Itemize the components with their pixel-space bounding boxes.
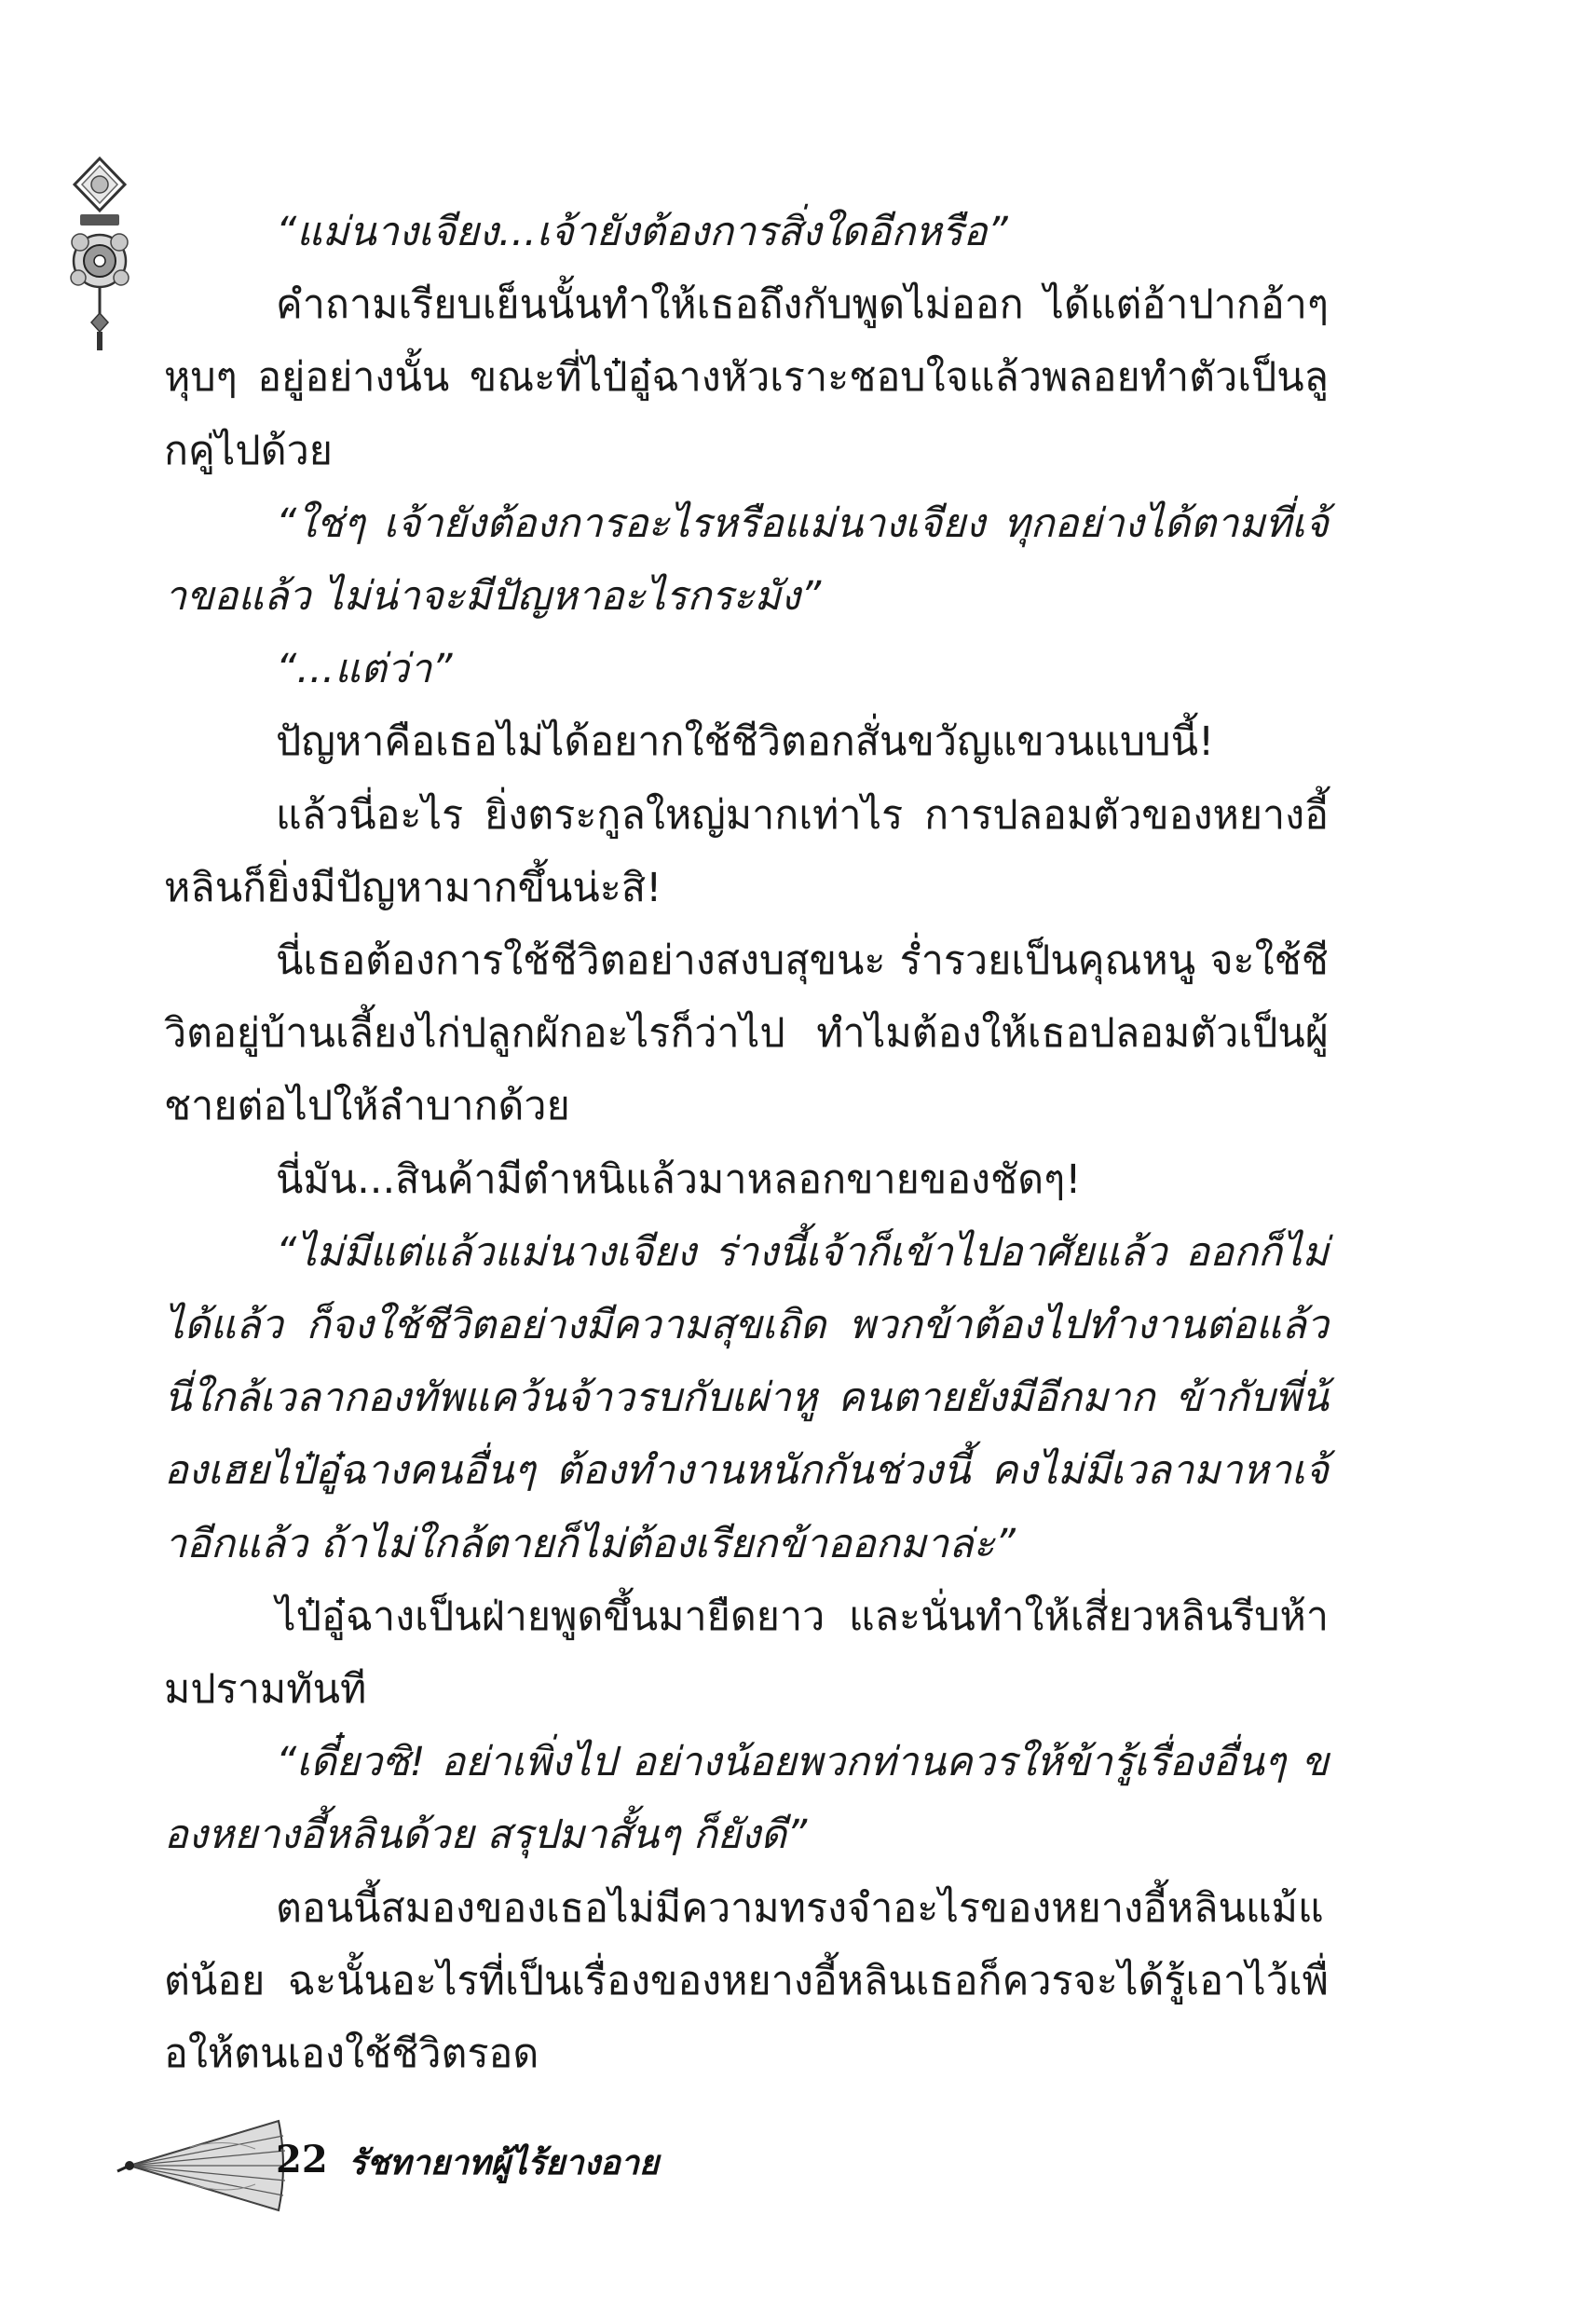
paragraph: ตอนนี้สมองของเธอไม่มีความทรงจำอะไรของหยางอี้หลินแม้แต่น้อย ฉะนั้นอะไรที่เป็นเรื่องของหยางอี้หลินเธอก็ควรจะได้รู้เอาไว้เพื่อให้ตนเองใช้ชีวิตรอด <box>164 1884 1329 2078</box>
paragraph: “ใช่ๆ เจ้ายังต้องการอะไรหรือแม่นางเจียง ทุกอย่างได้ตามที่เจ้าขอแล้ว ไม่น่าจะมีปัญหาอะไรกระมัง” <box>164 499 1329 621</box>
chinese-ornament-icon <box>67 157 132 352</box>
paragraph: “...แต่ว่า” <box>276 646 453 693</box>
paragraph: นี่เธอต้องการใช้ชีวิตอย่างสงบสุขนะ ร่ำรวยเป็นคุณหนู จะใช้ชีวิตอยู่บ้านเลี้ยงไก่ปลูกผักอะไรก็ว่าไป ทำไมต้องให้เธอปลอมตัวเป็นผู้ชายต่อไปให้ลำบากด้วย <box>164 937 1329 1130</box>
body-text <box>164 196 1329 2090</box>
paragraph: ปัญหาคือเธอไม่ได้อยากใช้ชีวิตอกสั่นขวัญแขวนแบบนี้! <box>276 718 1215 766</box>
paragraph: คำถามเรียบเย็นนั้นทำให้เธอถึงกับพูดไม่ออก ได้แต่อ้าปากอ้าๆ หุบๆ อยู่อย่างนั้น ขณะที่ไป๋อู๋ฉางหัวเราะชอบใจแล้วพลอยทำตัวเป็นลูกคู่ไปด้วย <box>164 281 1329 474</box>
paragraph: นี่มัน...สินค้ามีตำหนิแล้วมาหลอกขายของชัดๆ! <box>276 1156 1082 1203</box>
page-number: 22 <box>276 2138 328 2181</box>
paragraph: “ไม่มีแต่แล้วแม่นางเจียง ร่างนี้เจ้าก็เข้าไปอาศัยแล้ว ออกก็ไม่ได้แล้ว ก็จงใช้ชีวิตอย่างมีความสุขเถิด พวกข้าต้องไปทำงานต่อแล้ว นี่ใกล้เวลากองทัพแคว้นจ้าวรบกับเผ่าหู คนตายยังมีอีกมาก ข้ากับพี่น้องเฮยไป๋อู๋ฉางคนอื่นๆ ต้องทำงานหนักกันช่วงนี้ คงไม่มีเวลามาหาเจ้าอีกแล้ว ถ้าไม่ใกล้ตายก็ไม่ต้องเรียกข้าออกมาล่ะ” <box>164 1228 1329 1567</box>
paragraph: “แม่นางเจียง...เจ้ายังต้องการสิ่งใดอีกหรือ” <box>276 209 1008 255</box>
page-footer <box>116 2110 768 2231</box>
book-title: รัชทายาทผู้ไร้ยางอาย <box>348 2143 660 2182</box>
paragraph: ไป๋อู๋ฉางเป็นฝ่ายพูดขึ้นมายืดยาว และนั่นทำให้เสี่ยวหลินรีบห้ามปรามทันที <box>164 1593 1329 1714</box>
folding-fan-icon <box>116 2110 293 2222</box>
paragraph: แล้วนี่อะไร ยิ่งตระกูลใหญ่มากเท่าไร การปลอมตัวของหยางอี้หลินก็ยิ่งมีปัญหามากขึ้นน่ะสิ! <box>164 791 1329 911</box>
paragraph: “เดี๋ยวซิ! อย่าเพิ่งไป อย่างน้อยพวกท่านควรให้ข้ารู้เรื่องอื่นๆ ของหยางอี้หลินด้วย สรุปมาสั้นๆ ก็ยังดี” <box>164 1739 1329 1859</box>
